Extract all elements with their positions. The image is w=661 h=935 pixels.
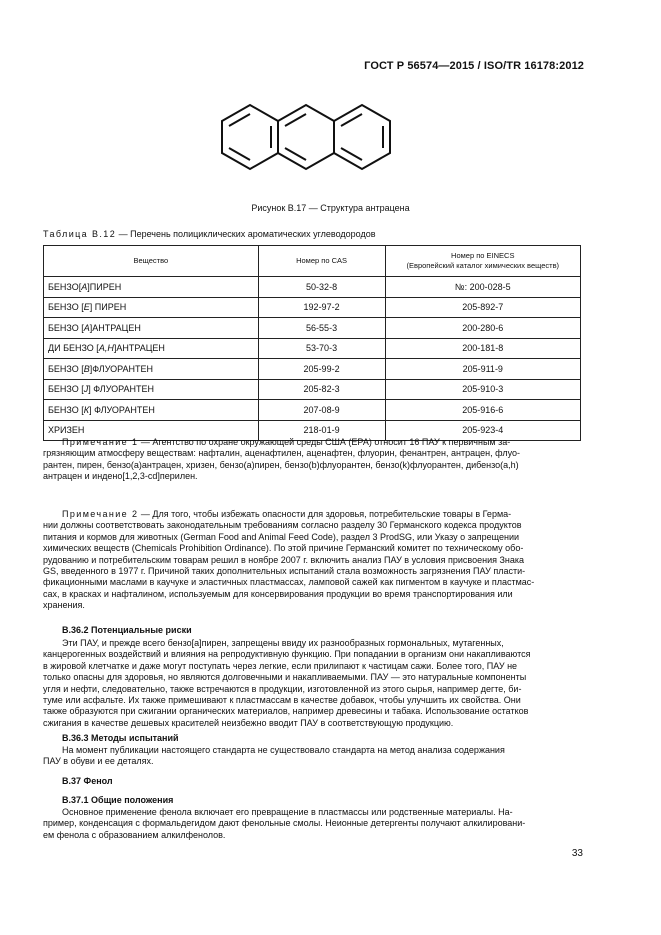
- substance-italic: J: [83, 384, 89, 395]
- note-1-line: рантен, пирен, бензо(а)антрацен, хризен, бензо(а)пирен, бензо(b)флуорантен, бензо(k)флуорантен, дибензо(а,h): [43, 459, 519, 470]
- body-line: пример, конденсация с формальдегидом дают фенольные смолы. Неионные детергенты получают алкилировани-: [43, 818, 526, 829]
- anthracene-structure-icon: [215, 95, 445, 187]
- note-2-line: питания и кормов для животных (German Food and Animal Feed Code), раздел 3 ProdSG, или Указу о запрещении: [43, 531, 520, 542]
- table-row: [44, 359, 581, 380]
- header-einecs-line1: Номер по EINECS: [451, 251, 515, 260]
- substance-italic: В: [83, 363, 90, 374]
- section-heading-b362: В.36.2 Потенциальные риски: [62, 625, 192, 635]
- body-line: Эти ПАУ, и прежде всего бензо[а]пирен, запрещены ввиду их разнообразных гормональных, мутагенных,: [62, 638, 504, 648]
- substance-text: БЕНЗО [: [48, 384, 84, 395]
- substance-text: ] ФЛУОРАНТЕН: [88, 384, 155, 395]
- table-title: [43, 229, 376, 239]
- table-row: [44, 318, 581, 339]
- header-einecs: [385, 246, 580, 277]
- body-line: Основное применение фенола включает его превращение в пластмассы или родственные материалы. На-: [62, 807, 513, 817]
- substance-text: ]АНТРАЦЕН: [89, 322, 141, 333]
- table-title-text: — Перечень полициклических ароматических углеводородов: [116, 229, 376, 239]
- substance-text: ХРИЗЕН: [48, 425, 85, 436]
- note-2-line: сах, в красках и нафталином, используемым для консервирования продукции во время транспортирования или: [43, 588, 513, 599]
- table-row: [44, 277, 581, 298]
- table-row: [44, 400, 581, 421]
- cas-cell: 218-01-9: [258, 420, 385, 441]
- section-b362-body: [43, 638, 582, 729]
- note-2-line: фикационными маслами в каучуке и эластичных пластмассах, ламповой сажей как пигментом в каучуке и пластмас-: [43, 577, 535, 588]
- substance-italic: А: [81, 281, 88, 292]
- note-2-line: рудованию и потребительским товарам решил в ноябре 2007 г. включить анализ ПАУ в условия присвоения Знака: [43, 554, 525, 565]
- substance-italic: К: [83, 404, 90, 415]
- substance-italic: А,Н: [98, 343, 114, 354]
- note-2-text: — Для того, чтобы избежать опасности для здоровья, потребительские товары в Герма-: [138, 509, 512, 519]
- figure-caption: Рисунок В.17 — Структура антрацена: [251, 203, 410, 213]
- note-2-line: [43, 509, 582, 520]
- pah-table: [43, 245, 581, 441]
- substance-text: БЕНЗО [: [48, 302, 84, 313]
- substance-text: ДИ БЕНЗО [: [48, 343, 99, 354]
- section-b363-body: [43, 745, 582, 768]
- substance-text: ]ПИРЕН: [87, 281, 122, 292]
- substance-text: ] ФЛУОРАНТЕН: [89, 404, 155, 415]
- section-heading-b363: В.36.3 Методы испытаний: [62, 733, 179, 743]
- table-row: [44, 338, 581, 359]
- page-number: 33: [571, 848, 583, 859]
- body-line: угля и нефти, следовательно, также встречаются в продукции, изготовленной из этого сырья, например дегте, би-: [43, 683, 522, 694]
- einecs-cell: 205-923-4: [385, 420, 580, 441]
- einecs-cell: 205-916-6: [385, 400, 580, 421]
- cas-cell: 205-99-2: [258, 359, 385, 380]
- header-substance: Вещество: [44, 246, 259, 277]
- note-2-line: хранения.: [43, 600, 85, 611]
- body-line: сжигания в качестве дешевых красителей неизбежно вводит ПАУ в соответствующую продукцию.: [43, 717, 454, 728]
- body-line: в жировой клетчатке и даже могут поступать через легкие, если прилипают к частицам сажи. Более того, ПАУ не: [43, 660, 518, 671]
- einecs-cell: 205-911-9: [385, 359, 580, 380]
- table-row: [44, 379, 581, 400]
- document-header: ГОСТ Р 56574—2015 / ISO/TR 16178:2012: [364, 60, 584, 72]
- substance-text: ] ПИРЕН: [89, 302, 127, 313]
- einecs-cell: 205-910-3: [385, 379, 580, 400]
- body-line: канцерогенных воздействий и влияния на репродуктивную функцию. При попадании в организм они накапливаются: [43, 649, 531, 660]
- einecs-cell: 200-181-8: [385, 338, 580, 359]
- substance-cell: [44, 379, 259, 400]
- note-2: [43, 509, 582, 612]
- note-1-line: антрацен и индено[1,2,3-cd]перилен.: [43, 471, 198, 482]
- substance-text: БЕНЗО [: [48, 404, 84, 415]
- table-header-row: [44, 246, 581, 277]
- header-cas: Номер по CAS: [258, 246, 385, 277]
- cas-cell: 205-82-3: [258, 379, 385, 400]
- body-line: ПАУ в обуви и ее деталях.: [43, 756, 154, 767]
- substance-italic: Е: [83, 302, 90, 313]
- substance-cell: [44, 277, 259, 298]
- substance-text: БЕНЗО[: [48, 281, 82, 292]
- cas-cell: 53-70-3: [258, 338, 385, 359]
- einecs-cell: №: 200-028-5: [385, 277, 580, 298]
- cas-cell: 192-97-2: [258, 297, 385, 318]
- einecs-cell: 200-280-6: [385, 318, 580, 339]
- substance-cell: [44, 297, 259, 318]
- substance-cell: [44, 338, 259, 359]
- note-2-line: химических веществ (Chemicals Prohibition Ordinance). По этой причине Германский комитет по техническому обо-: [43, 543, 524, 554]
- section-b371-body: [43, 807, 582, 841]
- table-label: Таблица В.12: [43, 229, 117, 239]
- table-row: [44, 297, 581, 318]
- header-einecs-line2: (Европейский каталог химических веществ): [406, 261, 560, 270]
- note-1-label: Примечание 1: [62, 437, 139, 447]
- section-heading-b371: В.37.1 Общие положения: [62, 795, 174, 805]
- note-2-line: GS, введенного в 1977 г. Причиной таких дополнительных испытаний стала возможность загрязнения ПАУ пласти-: [43, 566, 526, 577]
- note-1: [43, 437, 582, 483]
- body-line: туме или асфальте. Их также примешивают к пластмассам в качестве добавок, чтобы улучшить их свойства. Они: [43, 695, 521, 706]
- substance-text: ]ФЛУОРАНТЕН: [89, 363, 154, 374]
- substance-italic: А: [83, 322, 90, 333]
- note-1-line: [43, 437, 582, 448]
- body-line: также образуются при сжигании органических материалов, например древесины и табака. Использование остатков: [43, 706, 529, 717]
- substance-cell: [44, 318, 259, 339]
- einecs-cell: 205-892-7: [385, 297, 580, 318]
- body-line: только опасны для здоровья, но являются долговечными и накапливаемыми. ПАУ — это натуральные компоненты: [43, 672, 527, 683]
- cas-cell: 207-08-9: [258, 400, 385, 421]
- note-2-line: нии должны соответствовать законодательным требованиям согласно разделу 30 Германского кодекса продуктов: [43, 520, 522, 531]
- cas-cell: 56-55-3: [258, 318, 385, 339]
- substance-text: ]АНТРАЦЕН: [113, 343, 165, 354]
- body-line: ем фенола с образованием алкилфенолов.: [43, 829, 226, 840]
- note-2-label: Примечание 2: [62, 509, 139, 519]
- body-line: На момент публикации настоящего стандарта не существовало стандарта на метод анализа содержания: [62, 745, 505, 755]
- cas-cell: 50-32-8: [258, 277, 385, 298]
- note-1-line: грязняющим атмосферу веществам: нафталин, аценафтилен, аценафтен, флуорин, фенантрен, антрацен, флуо-: [43, 448, 520, 459]
- section-heading-b37: В.37 Фенол: [62, 776, 113, 786]
- substance-cell: [44, 400, 259, 421]
- substance-text: БЕНЗО [: [48, 363, 84, 374]
- substance-cell: [44, 359, 259, 380]
- note-1-text: — Агентство по охране окружающей среды США (ЕРА) относит 16 ПАУ к первичным за-: [138, 437, 511, 447]
- substance-text: БЕНЗО [: [48, 322, 84, 333]
